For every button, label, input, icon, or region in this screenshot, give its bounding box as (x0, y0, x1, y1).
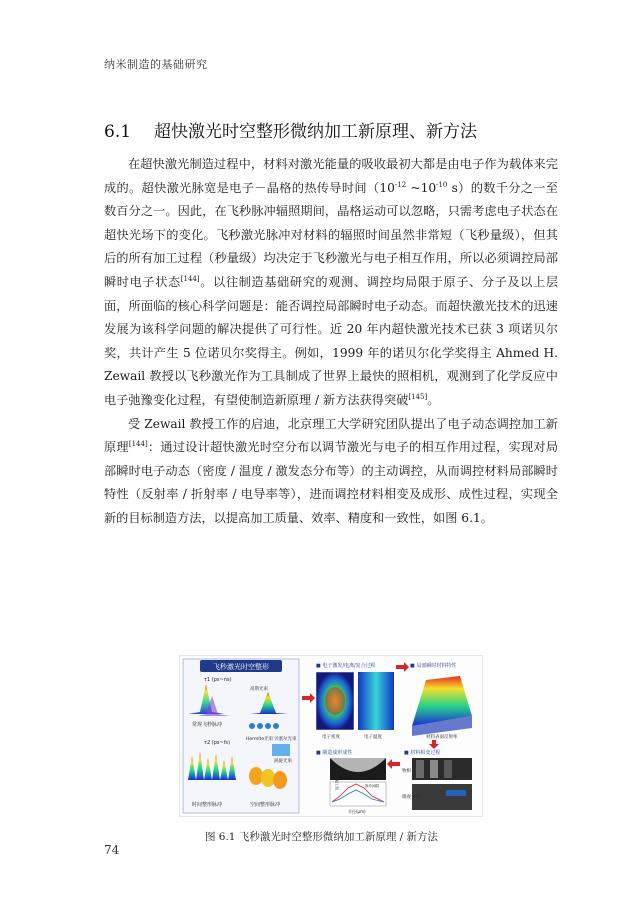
electron-density-core (325, 687, 345, 715)
temporal-pulse-label: 时间整形脉冲 (192, 802, 223, 808)
citation: [145] (408, 392, 428, 401)
figure-6-1 (179, 655, 483, 817)
arrow-right-icon (302, 693, 315, 703)
radius-axis-label: 半径(μm) (348, 809, 366, 814)
superscript: -12 (394, 180, 407, 189)
figure-caption: 图 6.1 飞秒激光时空整形微纳加工新原理 / 新方法 (204, 831, 439, 843)
bessel-beam-label: 贝塞尔光束 (274, 737, 297, 742)
panel-title: 飞秒激光时空整形 (213, 663, 269, 671)
depth-axis-label: 加工深度(μm) (335, 767, 339, 790)
shaping-panel (183, 659, 299, 813)
text-run: ：通过设计超快激光时空分布以调节激光与电子的相互作用过程，实现对局部瞬时电子动态（密度 / 温度 / 激发态分布等）的主动调控，从而调控材料局部瞬时特性（反射率 / 折射率 / 电导率等），进而调控材料相变及成形、成性过程，实现全新的目标制造方法，以提高加工质量、效率、精度和一致性，如图 6.1。 (104, 440, 559, 525)
arrow-left-icon (387, 759, 400, 769)
section-title: 超快激光时空整形微纳加工新原理、新方法 (154, 122, 477, 142)
page-number: 74 (104, 843, 120, 857)
phase-process-title: ■ 材料相变过程 (404, 750, 441, 756)
arrow-down-icon (429, 740, 439, 749)
reflectivity-label: 材料表面反射率 (426, 735, 458, 740)
microstructure-label: 微观分布 (402, 795, 420, 800)
text-run: ~10 (406, 180, 437, 195)
hermite-beam-label: Hermite光束 (246, 737, 274, 742)
text-run: 在超快激光制造过程中，材料对激光能量的吸收最初大都是由电子作为载体来完成的。超快激光脉宽是电子－晶格的热传导时间（10 (104, 157, 558, 195)
phase-label: 物相 (402, 769, 411, 774)
text-run: s）的数千分之一至数百分之一。因此，在飞秒脉冲辐照期间，晶格运动可以忽略，只需考虑电子状态在超快光场下的变化。飞秒激光脉冲对材料的辐照时间虽然非常短（飞秒量级），但其后的所有加工过程（秒量级）均决定于飞秒激光与电子相互作用，所以必须调控局部瞬时电子状态 (104, 180, 558, 289)
text-run: 受 Zewail 教授工作的启迪，北京理工大学研究团队提出了电子动态调控加工新原理 (104, 416, 558, 455)
paragraph-2 (104, 413, 558, 531)
citation: [144] (180, 274, 200, 283)
figure-illustration (180, 656, 482, 816)
tau1-label: τ1 (ps~ns) (204, 677, 232, 683)
vortex-beam-label: 涡旋光束 (274, 759, 292, 764)
legend-label: 脉冲间隔 (365, 784, 379, 788)
tau2-label: τ2 (ps~fs) (204, 740, 231, 746)
text-run: 。以往制造基础研究的观测、调控均局限于原子、分子及以上层面，所面临的核心科学问题是：能否调控局部瞬时电子动态。而超快激光技术的迅速发展为该科学问题的解决提供了可行性。近 20 年内超快激光技术已获 3 项诺贝尔奖，共计产生 5 位诺贝尔奖得主。例如，1999 年的诺贝尔化学奖得主 Ahmed H. Zewail 教授以飞秒激光作为工具制成了世界上最快的照相机，观测到了化学反应中电子弛豫变化过程，有望使制造新原理 / 新方法获得突破 (104, 274, 559, 407)
electron-temperature-label: 电子温度 (364, 735, 382, 740)
electron-process-title: ■ 电子激发/电离/复合过程 (316, 663, 376, 669)
running-header: 纳米制造的基础研究 (104, 58, 208, 71)
gaussian-beam-label: 高斯光束 (250, 687, 268, 692)
superscript: -10 (436, 180, 448, 189)
transient-properties-title: ■ 局部瞬时材料特性 (410, 663, 457, 669)
section-heading (104, 117, 477, 142)
spatial-pulse-label: 空间整形脉冲 (250, 802, 281, 808)
electron-density-label: 电子密度 (322, 735, 340, 740)
paragraph-1 (104, 153, 558, 413)
forming-title: ■ 制造成形成性 (316, 750, 353, 756)
conventional-pulse-label: 常规飞秒脉冲 (192, 722, 223, 728)
section-number: 6.1 (104, 122, 132, 142)
microstructure-image (412, 784, 472, 810)
electron-temperature-map (358, 672, 394, 730)
bessel-beam-shape (272, 744, 290, 756)
citation: [144] (128, 440, 148, 449)
text-run: 。 (427, 392, 440, 407)
arrow-right-icon (396, 662, 409, 672)
body-text (104, 153, 558, 531)
